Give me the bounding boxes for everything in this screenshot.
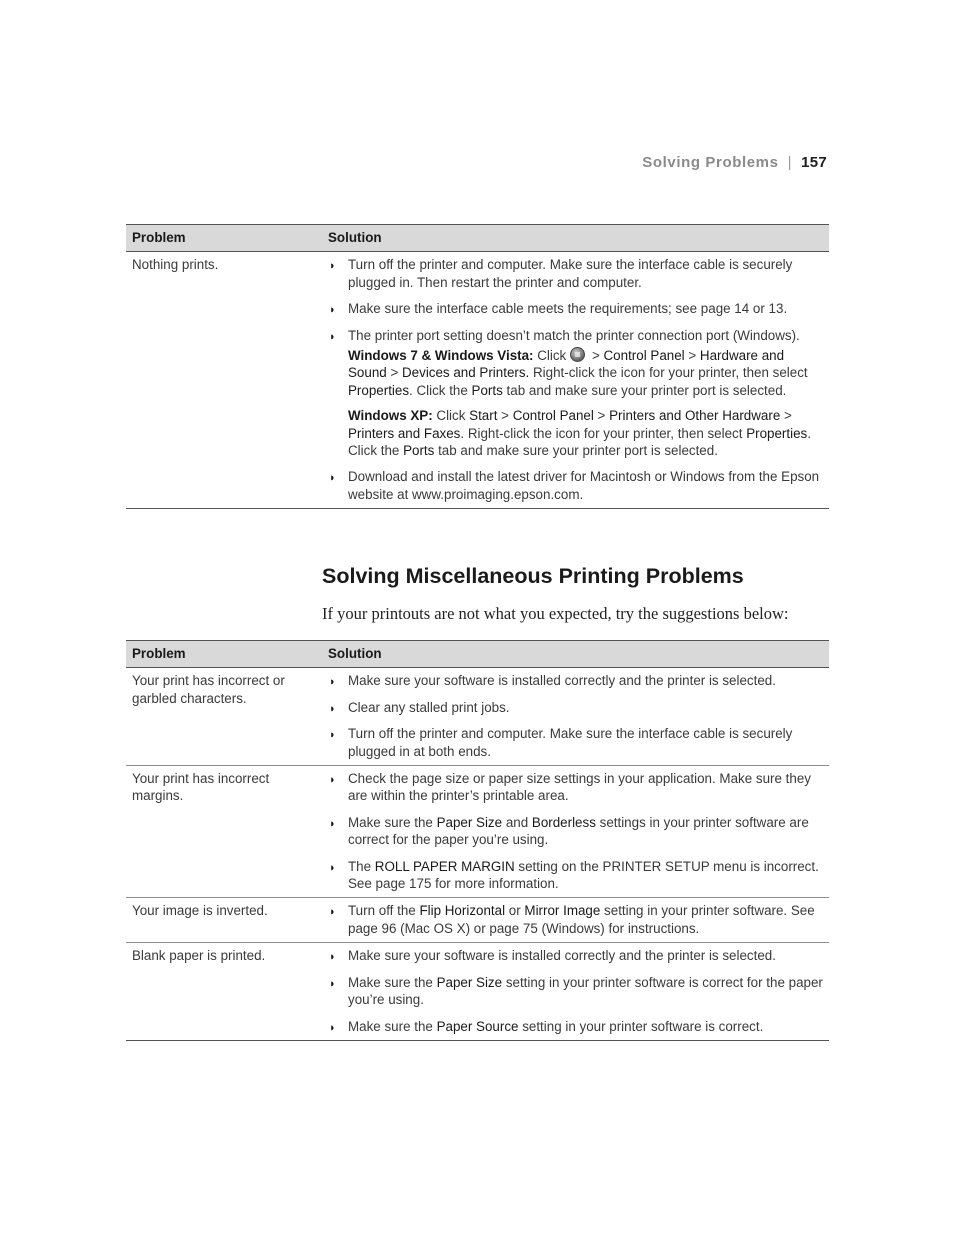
solution-text: Clear any stalled print jobs. [348, 699, 510, 715]
solution-text: Make sure your software is installed correctly and the printer is selected. [348, 948, 776, 964]
bullet-icon: ◗ [329, 1021, 336, 1034]
list-item [328, 858, 823, 893]
table-header-row [126, 225, 829, 252]
table-row [126, 898, 829, 943]
text: tab and make sure your printer port is selected. [434, 443, 718, 459]
text: Turn off the [348, 903, 420, 919]
bullet-icon: ◗ [329, 977, 336, 990]
solution-list [328, 256, 823, 503]
bullet-icon: ◗ [329, 906, 336, 919]
text: setting in your printer software. See page 96 (Mac OS X) or page 75 (Windows) for instructions. [348, 903, 815, 936]
solution-cell [322, 898, 829, 943]
list-item [328, 1018, 823, 1035]
list-item [328, 468, 823, 503]
ui-paper-size: Paper Size [436, 814, 503, 830]
ui-ports: Ports [471, 382, 503, 398]
solution-cell [322, 766, 829, 898]
solution-list [328, 770, 823, 892]
bullet-icon: ◗ [329, 702, 336, 715]
intro-paragraph: If your printouts are not what you expected, try the suggestions below: [322, 604, 789, 623]
solution-text: Check the page size or paper size settings in your application. Make sure they are within the printer’s printable area. [348, 771, 811, 804]
running-header [642, 154, 827, 171]
ui-printers-and-other-hardware: Printers and Other Hardware [609, 408, 781, 424]
text: . Click the [348, 425, 811, 459]
column-header-problem: Problem [126, 225, 322, 252]
text: > [684, 348, 700, 364]
bullet-icon: ◗ [329, 817, 336, 830]
ui-paper-size: Paper Size [436, 974, 503, 990]
text: > [780, 408, 792, 424]
solution-list [328, 902, 823, 937]
solution-list [328, 947, 823, 1035]
text: . Click the [409, 382, 472, 398]
solution-cell [322, 943, 829, 1041]
solution-list [328, 672, 823, 760]
text: setting in your printer software is correct. [518, 1018, 764, 1034]
table-row [126, 668, 829, 766]
bullet-icon: ◗ [329, 861, 336, 874]
solution-text: The printer port setting doesn’t match the printer connection port (Windows). [348, 327, 800, 343]
text: and [502, 814, 532, 830]
header-separator: | [787, 154, 793, 171]
text: Click [533, 348, 567, 364]
page-number: 157 [801, 154, 827, 171]
windows7-label: Windows 7 & Windows Vista: [348, 348, 534, 364]
text: Make sure the [348, 974, 437, 990]
ui-mirror-image: Mirror Image [524, 903, 601, 919]
solution-text: Turn off the printer and computer. Make sure the interface cable is securely plugged in at both ends. [348, 726, 793, 759]
table-header-row [126, 641, 829, 668]
bullet-icon: ◗ [329, 729, 336, 742]
solution-text: Turn off the printer and computer. Make sure the interface cable is securely plugged in. Then restart the printer and computer. [348, 257, 793, 290]
list-item [328, 699, 823, 716]
text: > [386, 365, 402, 381]
problem-cell: Nothing prints. [126, 252, 322, 509]
column-header-solution: Solution [322, 225, 829, 252]
text: setting on the PRINTER SETUP menu is incorrect. See page 175 for more information. [348, 858, 819, 892]
bullet-icon: ◗ [329, 260, 336, 273]
ui-devices-and-printers: Devices and Printers. [402, 365, 530, 381]
ui-start: Start [469, 408, 498, 424]
list-item [328, 974, 823, 1009]
problem-cell: Your print has incorrect or garbled characters. [126, 668, 322, 766]
troubleshooting-table-2 [126, 640, 829, 1041]
ui-properties: Properties [746, 425, 808, 441]
problem-cell: Your image is inverted. [126, 898, 322, 943]
text: The [348, 858, 375, 874]
list-item [328, 256, 823, 291]
list-item [328, 300, 823, 317]
table-row [126, 766, 829, 898]
bullet-icon: ◗ [329, 676, 336, 689]
troubleshooting-table-1 [126, 224, 829, 509]
ui-hardware-and-sound: Hardware and Sound [348, 348, 785, 381]
ui-printers-and-faxes: Printers and Faxes [348, 425, 461, 441]
list-item [328, 327, 823, 460]
problem-cell: Your print has incorrect margins. [126, 766, 322, 898]
text: settings in your printer software are correct for the paper you’re using. [348, 814, 809, 848]
text: or [505, 903, 525, 919]
text: setting in your printer software is correct for the paper you’re using. [348, 974, 823, 1008]
text: Click [432, 408, 470, 424]
table-row [126, 252, 829, 509]
ui-paper-source: Paper Source [436, 1018, 519, 1034]
text: Right-click the icon for your printer, then select [529, 365, 808, 381]
ui-control-panel: Control Panel [512, 408, 594, 424]
bullet-icon: ◗ [329, 774, 336, 787]
list-item [328, 947, 823, 964]
text: tab and make sure your printer port is selected. [502, 382, 787, 398]
column-header-solution: Solution [322, 641, 829, 668]
text: Make sure the [348, 814, 437, 830]
problem-cell: Blank paper is printed. [126, 943, 322, 1041]
windows7-instructions [348, 347, 823, 399]
list-item [328, 770, 823, 805]
bullet-icon: ◗ [329, 304, 336, 317]
ui-properties: Properties [348, 382, 410, 398]
solution-cell [322, 668, 829, 766]
list-item [328, 814, 823, 849]
bullet-icon: ◗ [329, 330, 336, 343]
ui-ports: Ports [403, 443, 435, 459]
windows-start-orb-icon [570, 347, 585, 362]
solution-cell [322, 252, 829, 509]
solution-text: Make sure the interface cable meets the requirements; see page 14 or 13. [348, 301, 788, 317]
table-row [126, 943, 829, 1041]
bullet-icon: ◗ [329, 951, 336, 964]
list-item [328, 672, 823, 689]
column-header-problem: Problem [126, 641, 322, 668]
text: . Right-click the icon for your printer, then select [460, 425, 747, 441]
solution-text: Make sure your software is installed correctly and the printer is selected. [348, 673, 776, 689]
text: > [588, 348, 604, 364]
ui-control-panel: Control Panel [603, 348, 685, 364]
section-title: Solving Miscellaneous Printing Problems [322, 564, 744, 588]
text: > [497, 408, 513, 424]
windowsxp-label: Windows XP: [348, 408, 433, 424]
bullet-icon: ◗ [329, 472, 336, 485]
solution-text: Download and install the latest driver for Macintosh or Windows from the Epson website at www.proimaging.epson.com. [348, 469, 820, 502]
header-section-title: Solving Problems [642, 154, 779, 171]
windowsxp-instructions [348, 407, 823, 459]
list-item [328, 902, 823, 937]
text: Make sure the [348, 1018, 437, 1034]
ui-borderless: Borderless [531, 814, 596, 830]
ui-roll-paper-margin: ROLL PAPER MARGIN [374, 858, 515, 874]
text: > [593, 408, 610, 424]
ui-flip-horizontal: Flip Horizontal [419, 903, 506, 919]
list-item [328, 725, 823, 760]
